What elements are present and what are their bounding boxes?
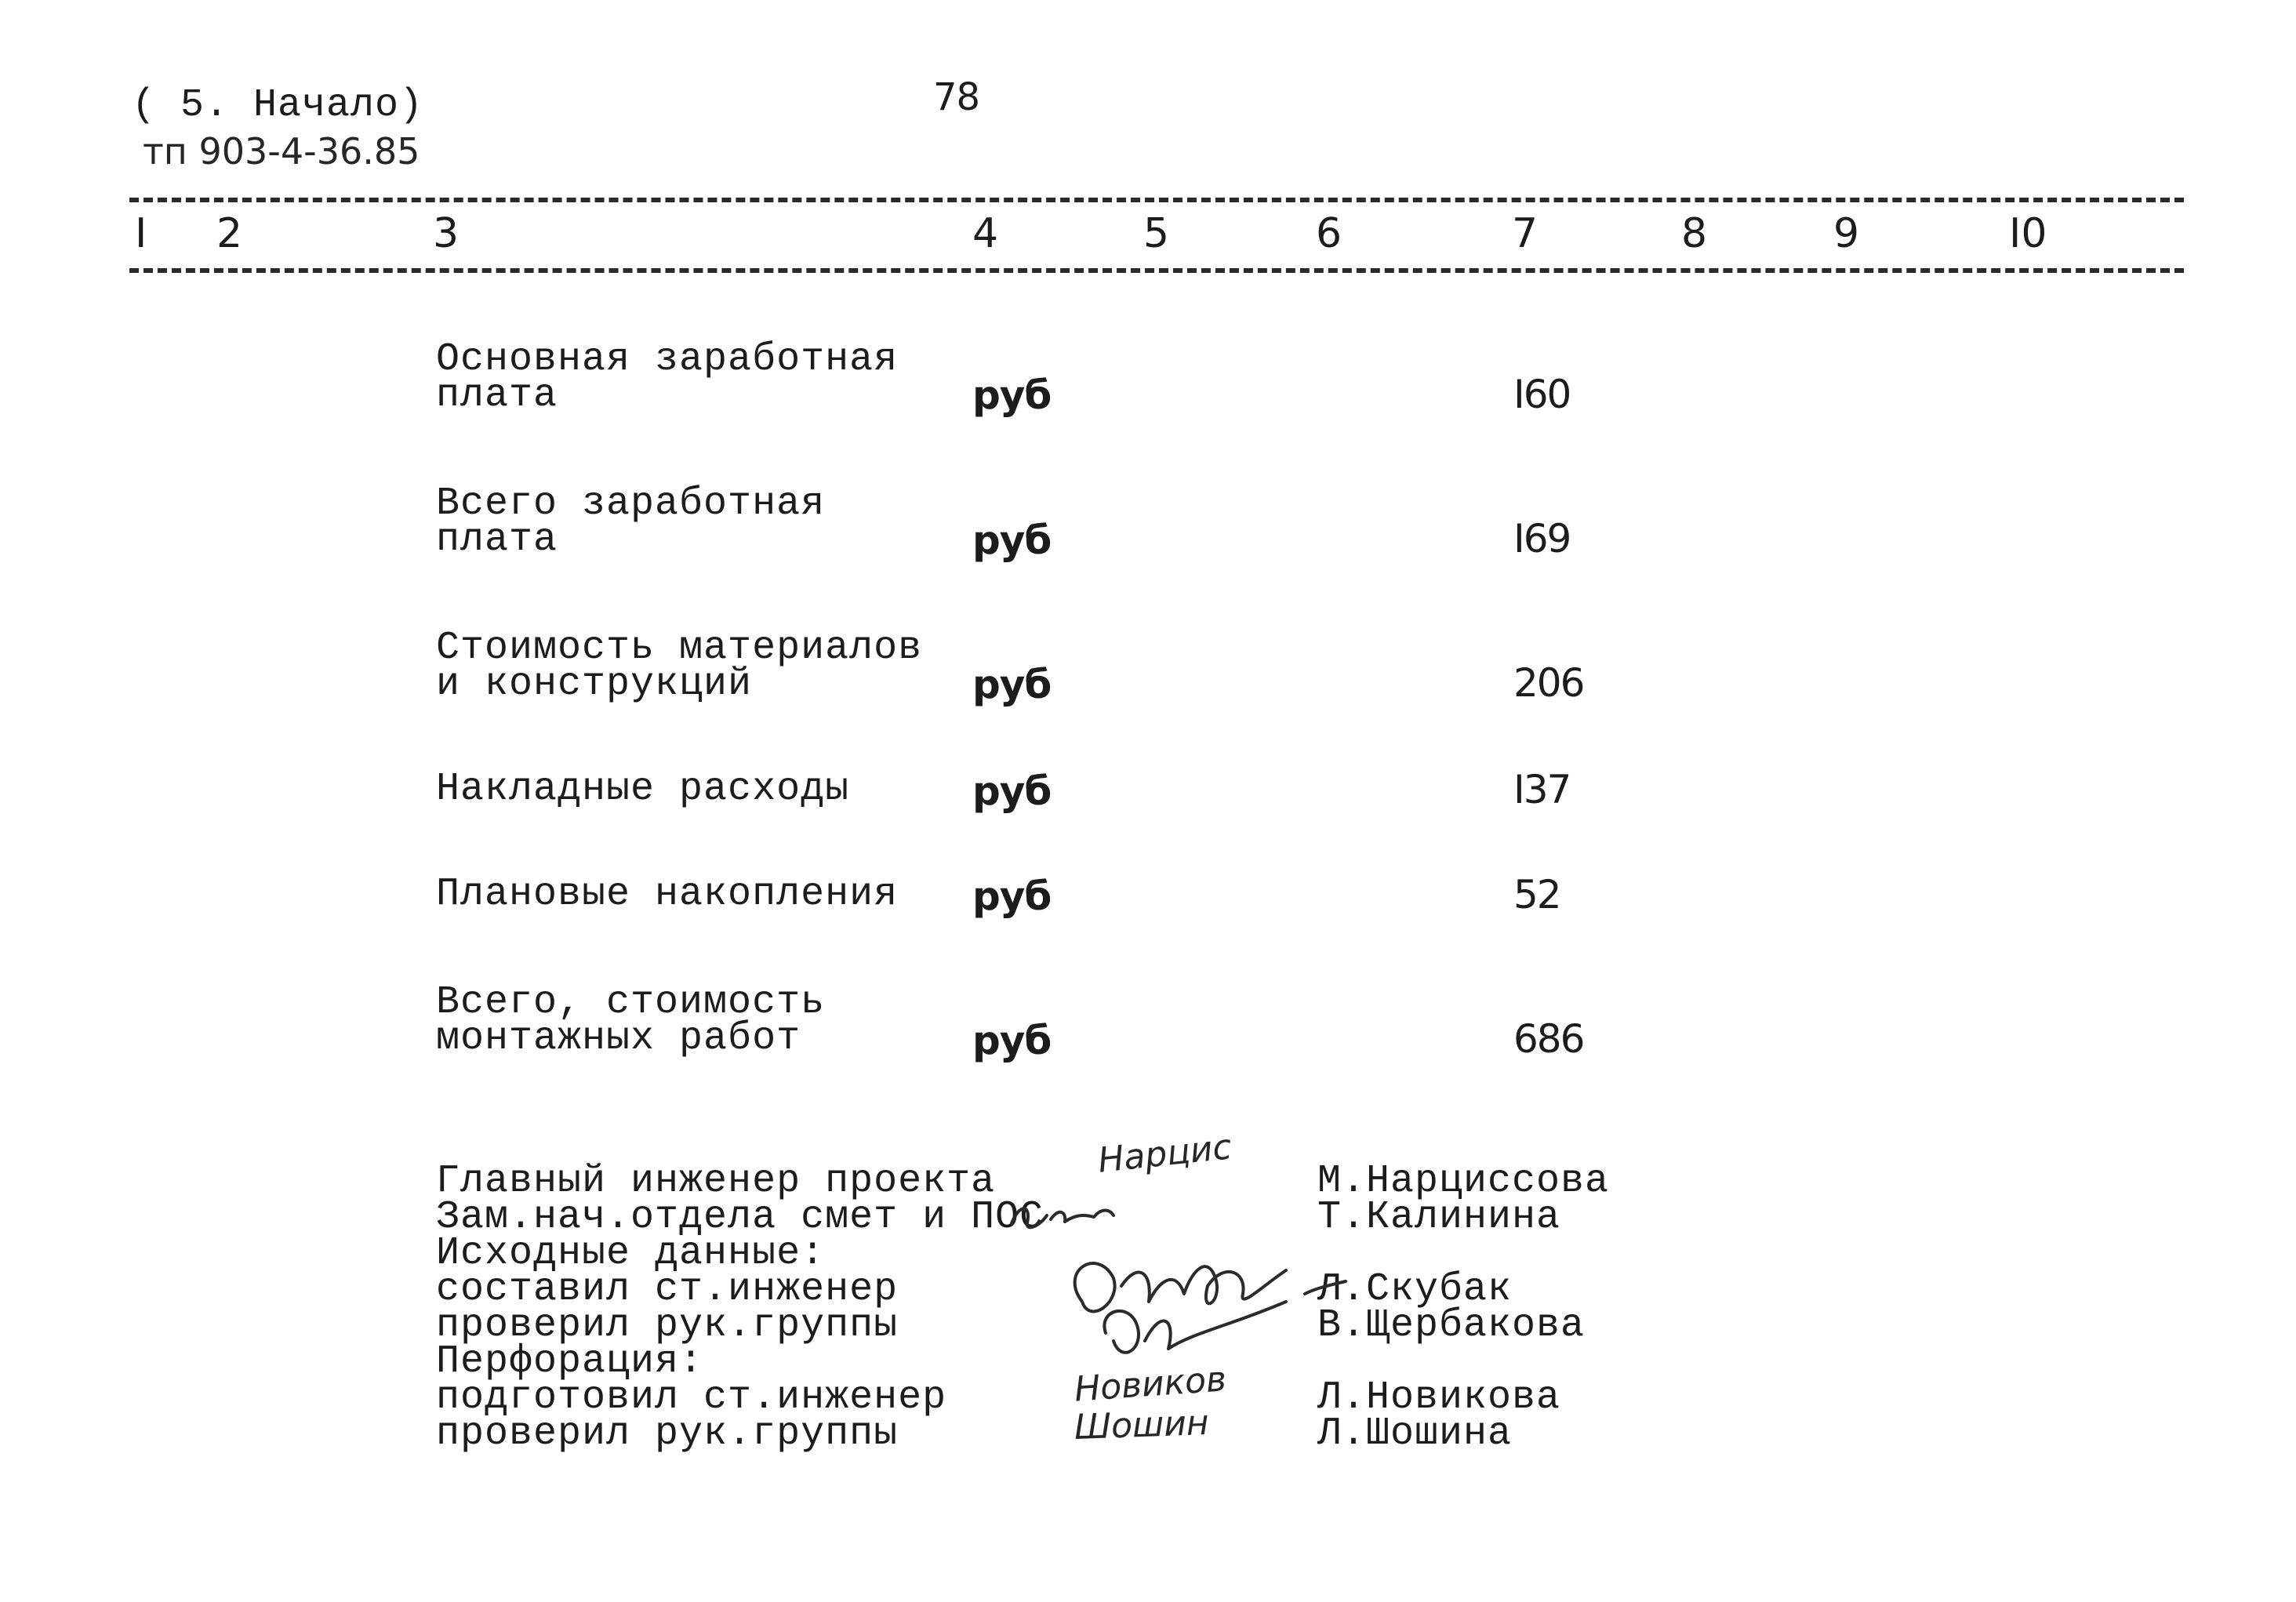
row-label-line: Всего заработная: [436, 481, 826, 526]
strike-mark: [1302, 1277, 1349, 1300]
row-unit: руб: [972, 1018, 1052, 1063]
signature-role: Зам.нач.отдела смет и ПОС: [436, 1195, 1044, 1240]
row-label-line: Плановые накопления: [436, 872, 899, 917]
row-unit: руб: [972, 768, 1052, 814]
signatory-name: Л.Шошина: [1317, 1411, 1513, 1456]
row-unit: руб: [972, 874, 1052, 919]
column-number-8: 8: [1681, 210, 1708, 257]
row-value: I37: [1513, 767, 1571, 812]
signature-scribble: [1051, 1239, 1302, 1380]
signatory-name: Т.Калинина: [1317, 1195, 1561, 1240]
signatory-name: Л.Новикова: [1317, 1375, 1561, 1420]
row-label-line: Стоимость материалов: [436, 626, 923, 670]
row-unit: руб: [972, 662, 1052, 707]
row-value: 52: [1513, 872, 1560, 917]
row-label-line: Основная заработная: [436, 337, 899, 382]
row-label-line: плата: [436, 373, 558, 418]
signature-role: составил ст.инженер: [436, 1267, 899, 1312]
signatory-name: М.Нарциссова: [1317, 1159, 1610, 1204]
row-value: I60: [1513, 372, 1571, 417]
row-value: 686: [1513, 1016, 1584, 1062]
row-unit: руб: [972, 518, 1052, 563]
handwritten-signature: Шошин: [1074, 1403, 1210, 1448]
signature-role: Перфорация:: [436, 1339, 704, 1384]
signature-role: проверил рук.группы: [436, 1303, 899, 1348]
row-label-line: плата: [436, 518, 558, 562]
row-label-line: и конструкций: [436, 662, 753, 707]
column-number-4: 4: [972, 210, 999, 257]
signatory-name: Л.Скубак: [1317, 1267, 1513, 1312]
signature-role: подготовил ст.инженер: [436, 1375, 947, 1420]
signature-role: проверил рук.группы: [436, 1411, 899, 1456]
document-number: тп 903-4-36.85: [143, 130, 420, 173]
signatory-name: В.Щербакова: [1317, 1303, 1586, 1348]
handwritten-signature: Нарцис: [1095, 1127, 1233, 1181]
signature-initials-mark: [1004, 1192, 1145, 1239]
row-label-line: Накладные расходы: [436, 767, 850, 812]
column-number-9: 9: [1833, 210, 1860, 257]
section-label: ( 5. Начало): [132, 83, 424, 128]
column-number-10: I0: [2009, 210, 2047, 257]
signature-role: Главный инженер проекта: [436, 1159, 996, 1204]
row-value: I69: [1513, 516, 1571, 561]
header-top-rule: [129, 198, 2184, 202]
row-unit: руб: [972, 372, 1052, 418]
column-number-2: 2: [216, 210, 243, 257]
column-number-7: 7: [1512, 210, 1539, 257]
row-label-line: Всего, стоимость: [436, 980, 826, 1025]
row-label-line: монтажных работ: [436, 1016, 801, 1061]
page-number: 78: [933, 75, 980, 119]
column-number-1: I: [135, 210, 147, 257]
column-number-3: 3: [433, 210, 460, 257]
column-number-5: 5: [1143, 210, 1170, 257]
header-bottom-rule: [129, 268, 2184, 273]
signature-role: Исходные данные:: [436, 1231, 826, 1276]
row-value: 206: [1513, 660, 1584, 706]
column-number-6: 6: [1316, 210, 1342, 257]
handwritten-signature: Новиков: [1073, 1359, 1228, 1410]
